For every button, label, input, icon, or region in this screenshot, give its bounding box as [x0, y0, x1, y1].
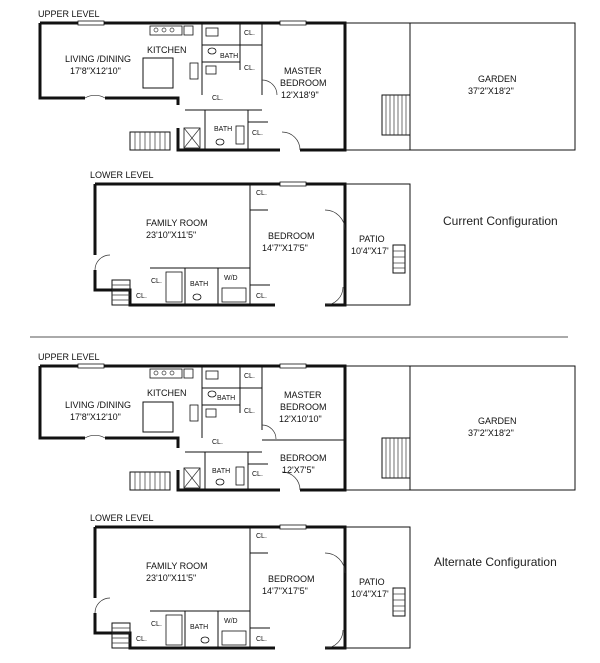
room-name: LIVING /DINING — [65, 54, 132, 64]
closet-label: CL. — [151, 621, 162, 628]
closet-label: CL. — [252, 130, 263, 137]
bathtub — [166, 272, 182, 302]
room-name: PATIO — [359, 234, 385, 244]
fridge — [190, 63, 198, 79]
room-name: MASTER — [284, 66, 322, 76]
closet-label: CL. — [244, 373, 255, 380]
section-label: UPPER LEVEL — [38, 9, 100, 19]
closet-label: CL. — [256, 533, 267, 540]
stairs — [130, 132, 170, 150]
room-name: BEDROOM — [280, 78, 327, 88]
closet-label: CL. — [244, 408, 255, 415]
room-dimension: 12'X7'5" — [282, 465, 315, 475]
alternate-lower-plan — [90, 513, 557, 648]
configuration-caption: Current Configuration — [443, 214, 558, 228]
section-label: UPPER LEVEL — [38, 352, 100, 362]
closet-label: CL. — [244, 30, 255, 37]
room-name: BEDROOM — [268, 231, 315, 241]
room-dimension: 12'X18'9" — [281, 90, 319, 100]
closet-label: CL. — [252, 471, 263, 478]
room-dimension: 23'10"X11'5" — [146, 573, 197, 583]
room-name: BATH — [217, 395, 236, 402]
room-dimension: 37'2"X18'2" — [468, 428, 514, 438]
room-dimension: 17'8"X12'10" — [70, 66, 121, 76]
room-dimension: 10'4"X17' — [351, 246, 389, 256]
room-dimension: 37'2"X18'2" — [468, 86, 514, 96]
sink — [184, 26, 193, 35]
closet-label: CL. — [151, 278, 162, 285]
section-label: LOWER LEVEL — [90, 513, 154, 523]
closet-label: CL. — [256, 190, 267, 197]
washer-dryer — [222, 288, 246, 302]
room-name: FAMILY ROOM — [146, 561, 208, 571]
current-lower-plan — [90, 170, 558, 305]
closet-label: CL. — [256, 293, 267, 300]
room-name: BEDROOM — [280, 402, 327, 412]
room-name: W/D — [224, 618, 238, 625]
room-dimension: 12'X10'10" — [279, 414, 322, 424]
room-name: BEDROOM — [268, 574, 315, 584]
configuration-caption: Alternate Configuration — [434, 555, 557, 569]
current-upper-plan — [38, 9, 575, 150]
closet-label: CL. — [256, 636, 267, 643]
room-name: FAMILY ROOM — [146, 218, 208, 228]
closet-label: CL. — [244, 65, 255, 72]
room-name: PATIO — [359, 577, 385, 587]
closet-label: CL. — [212, 95, 223, 102]
garden — [345, 23, 575, 150]
section-label: LOWER LEVEL — [90, 170, 154, 180]
room-name: BEDROOM — [280, 453, 327, 463]
room-name: BATH — [212, 468, 231, 475]
room-name: W/D — [224, 275, 238, 282]
room-name: BATH — [190, 281, 209, 288]
kitchen-island — [143, 58, 173, 88]
alternate-upper-plan — [38, 352, 575, 490]
room-name: BATH — [220, 53, 239, 60]
room-dimension: 23'10"X11'5" — [146, 230, 197, 240]
room-name: BATH — [214, 126, 233, 133]
room-name: LIVING /DINING — [65, 400, 132, 410]
room-dimension: 14'7"X17'5" — [262, 586, 308, 596]
window — [78, 21, 104, 25]
window — [280, 21, 306, 25]
room-dimension: 17'8"X12'10" — [70, 412, 121, 422]
room-name: KITCHEN — [147, 388, 187, 398]
closet-label: CL. — [212, 439, 223, 446]
room-name: BATH — [190, 624, 209, 631]
room-name: GARDEN — [478, 416, 517, 426]
room-dimension: 14'7"X17'5" — [262, 243, 308, 253]
closet-label: CL. — [136, 293, 147, 300]
room-name: KITCHEN — [147, 45, 187, 55]
room-dimension: 10'4"X17' — [351, 589, 389, 599]
room-name: MASTER — [284, 390, 322, 400]
room-name: GARDEN — [478, 74, 517, 84]
closet-label: CL. — [136, 636, 147, 643]
